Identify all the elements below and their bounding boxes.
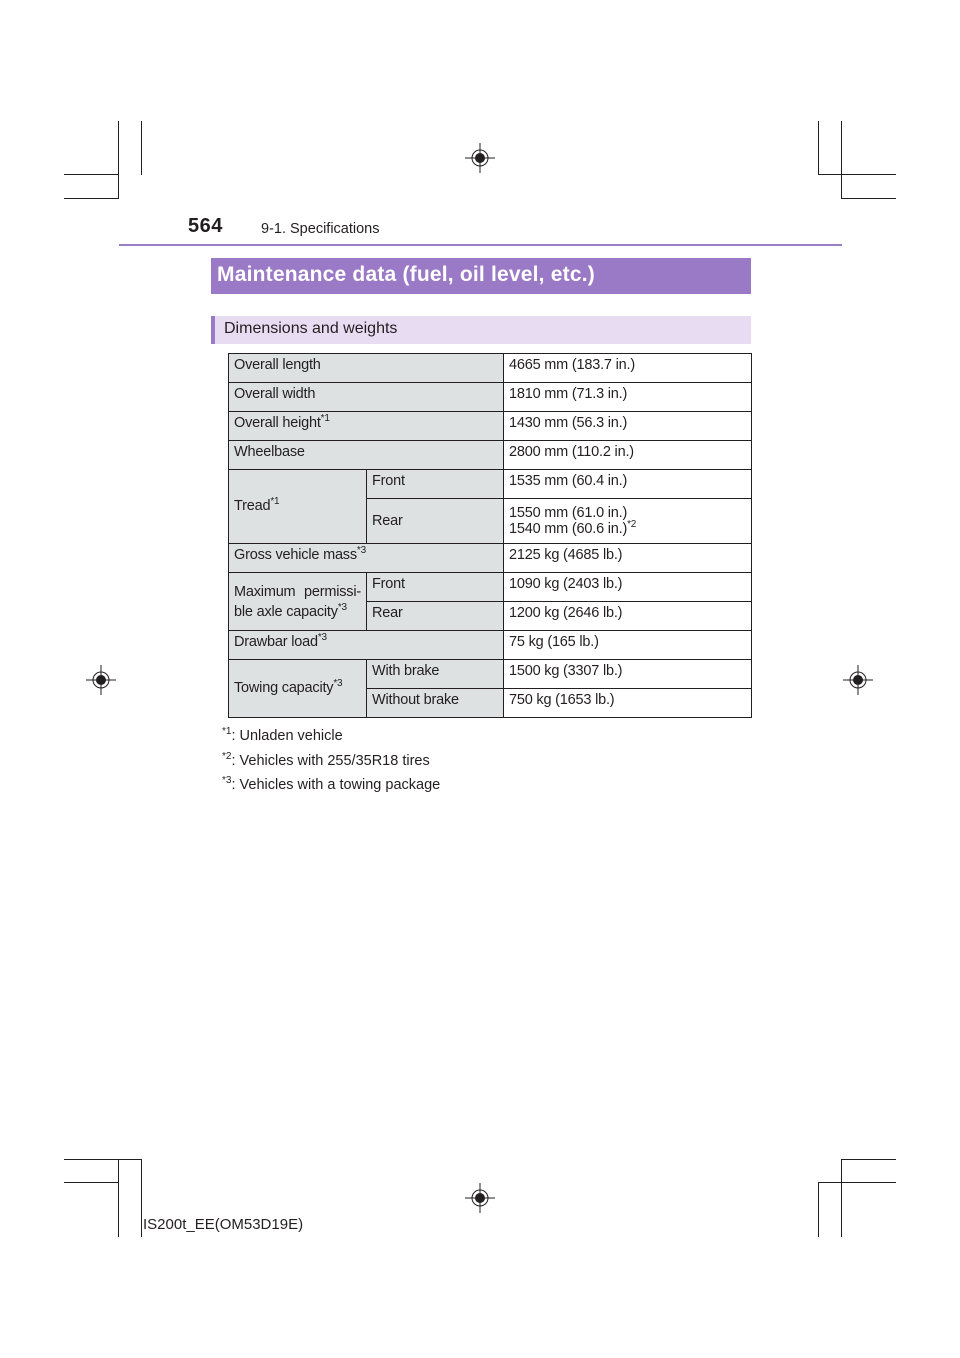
footnote: $^{*3}$: Vehicles with a towing package (222, 775, 441, 793)
page-number: 564 (188, 215, 223, 237)
dimensions-table (228, 353, 752, 718)
footnote-ref: *3 (356, 545, 366, 556)
row-label: Drawbar load$^{*3}$ (229, 631, 504, 660)
row-label: Gross vehicle mass$^{*3}$ (229, 544, 504, 573)
row-value: 1550 mm (61.0 in.) 1540 mm (60.6 in.)$^{*2}$ (504, 499, 752, 544)
sub-label: Rear (367, 499, 504, 544)
footnote-ref: *2 (627, 519, 637, 530)
registration-target-icon (86, 665, 116, 695)
sub-label: Without brake (367, 689, 504, 718)
footnotes (222, 724, 440, 798)
row-value: 1200 kg (2646 lb.) (504, 602, 752, 631)
section-heading: Dimensions and weights (211, 316, 751, 344)
table-row (229, 412, 752, 441)
row-label: Overall width (229, 383, 504, 412)
registration-target-icon (465, 1183, 495, 1213)
sub-label: Front (367, 470, 504, 499)
footnote-ref: *3 (333, 678, 343, 689)
row-label: Tread$^{*1}$ (229, 470, 367, 544)
row-value: 1090 kg (2403 lb.) (504, 573, 752, 602)
footnote-mark: *2 (222, 750, 232, 762)
row-value: 75 kg (165 lb.) (504, 631, 752, 660)
row-value: 2125 kg (4685 lb.) (504, 544, 752, 573)
footnote-ref: *3 (337, 601, 347, 613)
table-row (229, 383, 752, 412)
sub-label: Rear (367, 602, 504, 631)
page-title: Maintenance data (fuel, oil level, etc.) (211, 258, 751, 294)
table-row (229, 470, 752, 499)
row-value: 1500 kg (3307 lb.) (504, 660, 752, 689)
sub-label: Front (367, 573, 504, 602)
sub-label: With brake (367, 660, 504, 689)
table-row (229, 660, 752, 689)
row-value: 2800 mm (110.2 in.) (504, 441, 752, 470)
row-value: 4665 mm (183.7 in.) (504, 354, 752, 383)
row-label: Maximum permissi- ble axle capacity$^{*3}$ (229, 573, 367, 631)
row-label: Towing capacity$^{*3}$ (229, 660, 367, 718)
table-row (229, 354, 752, 383)
row-label: Overall length (229, 354, 504, 383)
footnote-ref: *3 (317, 632, 327, 643)
table-row (229, 441, 752, 470)
footnote-ref: *1 (270, 496, 280, 507)
document-code: IS200t_EE(OM53D19E) (143, 1216, 304, 1233)
row-value: 1430 mm (56.3 in.) (504, 412, 752, 441)
row-label: Overall height$^{*1}$ (229, 412, 504, 441)
registration-target-icon (465, 143, 495, 173)
header-divider (119, 244, 842, 246)
row-value: 1810 mm (71.3 in.) (504, 383, 752, 412)
registration-target-icon (843, 665, 873, 695)
row-value: 1535 mm (60.4 in.) (504, 470, 752, 499)
footnote: $^{*2}$: Vehicles with 255/35R18 tires (222, 750, 430, 769)
row-value: 750 kg (1653 lb.) (504, 689, 752, 718)
section-reference: 9-1. Specifications (261, 221, 380, 237)
footnote-mark: *1 (222, 726, 232, 737)
footnote: $^{*1}$: Unladen vehicle (222, 726, 343, 744)
footnote-mark: *3 (222, 775, 232, 786)
table-row (229, 631, 752, 660)
table-row (229, 544, 752, 573)
table-row (229, 573, 752, 602)
footnote-ref: *1 (320, 413, 330, 424)
row-label: Wheelbase (229, 441, 504, 470)
